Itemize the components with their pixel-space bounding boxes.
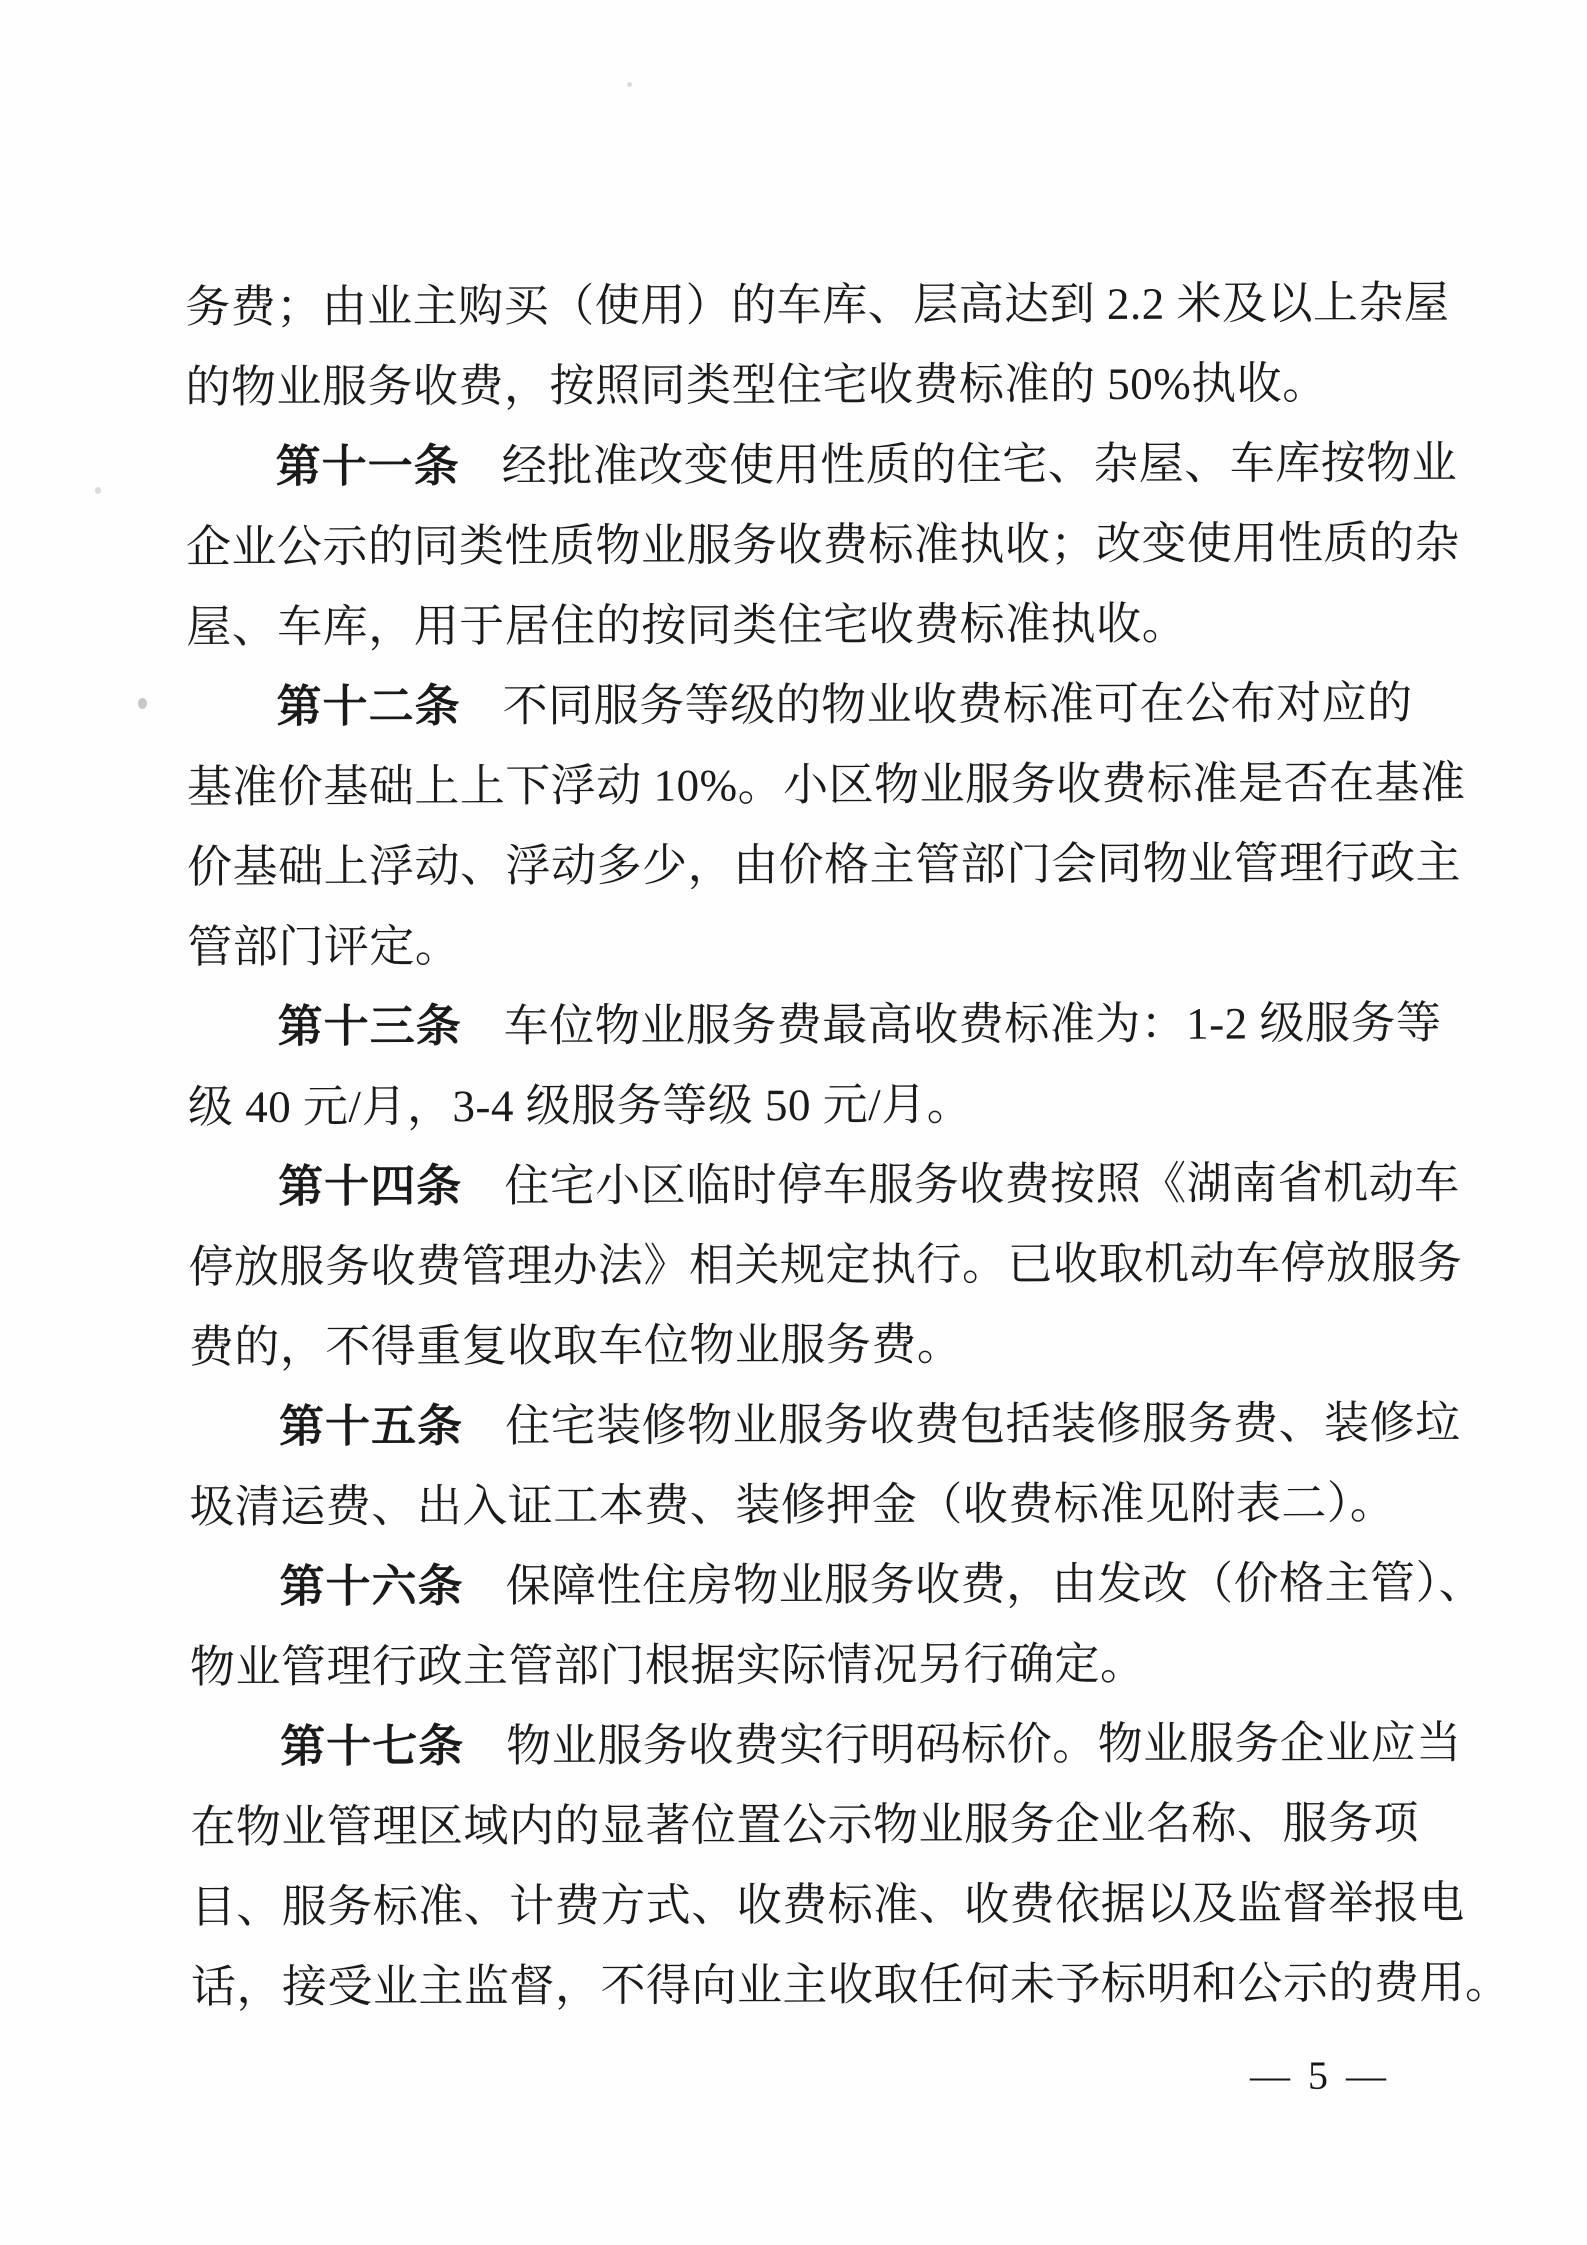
text-line — [186, 503, 1466, 587]
text-line — [185, 343, 1465, 427]
text-run: 住宅小区临时停车服务收费按照《湖南省机动车 — [504, 1157, 1460, 1212]
text-line — [191, 1863, 1471, 1947]
text-line — [187, 903, 1467, 987]
text-line — [186, 583, 1466, 667]
text-line — [190, 1623, 1470, 1707]
text-run: 物业管理行政主管部门根据实际情况另行确定。 — [189, 1638, 1146, 1693]
page-number: — 5 — — [1250, 2053, 1390, 2098]
text-line — [189, 1463, 1469, 1547]
text-run: 车位物业服务费最高收费标准为：1-2 级服务等 — [503, 997, 1442, 1052]
text-run: 费的，不得重复收取车位物业服务费。 — [188, 1319, 963, 1373]
article-heading: 第十七条 — [280, 1720, 465, 1772]
text-line — [185, 263, 1465, 347]
article-heading: 第十五条 — [278, 1400, 464, 1452]
text-run: 在物业管理区域内的显著位置公示物业服务企业名称、服务项 — [190, 1797, 1420, 1853]
text-line — [186, 423, 1466, 507]
article-heading: 第十二条 — [276, 680, 461, 732]
text-run: 企业公示的同类性质物业服务收费标准执收；改变使用性质的杂 — [185, 517, 1461, 573]
text-run: 保障性住房物业服务收费，由发改（价格主管）、 — [505, 1557, 1485, 1612]
scan-artifact — [627, 82, 632, 87]
text-run: 物业服务收费实行明码标价。物业服务企业应当 — [506, 1717, 1462, 1772]
text-run: 基准价基础上上下浮动 10%。小区物业服务收费标准是否在基准 — [186, 757, 1466, 813]
text-line — [189, 1383, 1469, 1467]
text-line — [190, 1943, 1511, 2027]
text-run: 圾清运费、出入证工本费、装修押金（收费标准见附表二）。 — [189, 1478, 1396, 1533]
text-run: 务费；由业主购买（使用）的车库、层高达到 2.2 米及以上杂屋 — [185, 277, 1450, 333]
text-line — [188, 1063, 1468, 1147]
text-line — [188, 1143, 1468, 1227]
text-line — [187, 743, 1467, 827]
text-run: 屋、车库，用于居住的按同类住宅收费标准执收。 — [186, 598, 1188, 653]
scan-artifact — [138, 698, 147, 709]
text-run: 住宅装修物业服务收费包括装修服务费、装修垃 — [504, 1397, 1461, 1452]
text-line — [189, 1303, 1469, 1387]
text-line — [188, 983, 1468, 1067]
scan-artifact — [95, 487, 101, 494]
text-run: 价基础上浮动、浮动多少，由价格主管部门会同物业管理行政主 — [187, 837, 1462, 893]
document-body — [185, 263, 1511, 2027]
article-heading: 第十四条 — [278, 1160, 463, 1212]
text-run: 的物业服务收费，按照同类型住宅收费标准的 50%执收。 — [185, 358, 1328, 413]
text-run: 经批准改变使用性质的住宅、杂屋、车库按物业 — [501, 437, 1458, 492]
text-run: 停放服务收费管理办法》相关规定执行。已收取机动车停放服务 — [188, 1237, 1463, 1293]
text-run: 管部门评定。 — [187, 921, 461, 973]
text-line — [186, 663, 1466, 747]
text-run: 级 40 元/月，3-4 级服务等级 50 元/月。 — [187, 1079, 973, 1133]
text-line — [190, 1783, 1470, 1867]
text-line — [188, 1223, 1468, 1307]
text-run: 不同服务等级的物业收费标准可在公布对应的 — [502, 677, 1413, 732]
text-run: 目、服务标准、计费方式、收费标准、收费依据以及监督举报电 — [190, 1877, 1465, 1933]
text-run: 话，接受业主监督，不得向业主收取任何未予标明和公示的费用。 — [190, 1957, 1511, 2013]
article-heading: 第十三条 — [277, 1000, 462, 1052]
text-line — [189, 1543, 1485, 1627]
text-line — [187, 823, 1467, 907]
text-line — [190, 1703, 1470, 1787]
article-heading: 第十一条 — [275, 440, 460, 492]
article-heading: 第十六条 — [279, 1560, 464, 1612]
